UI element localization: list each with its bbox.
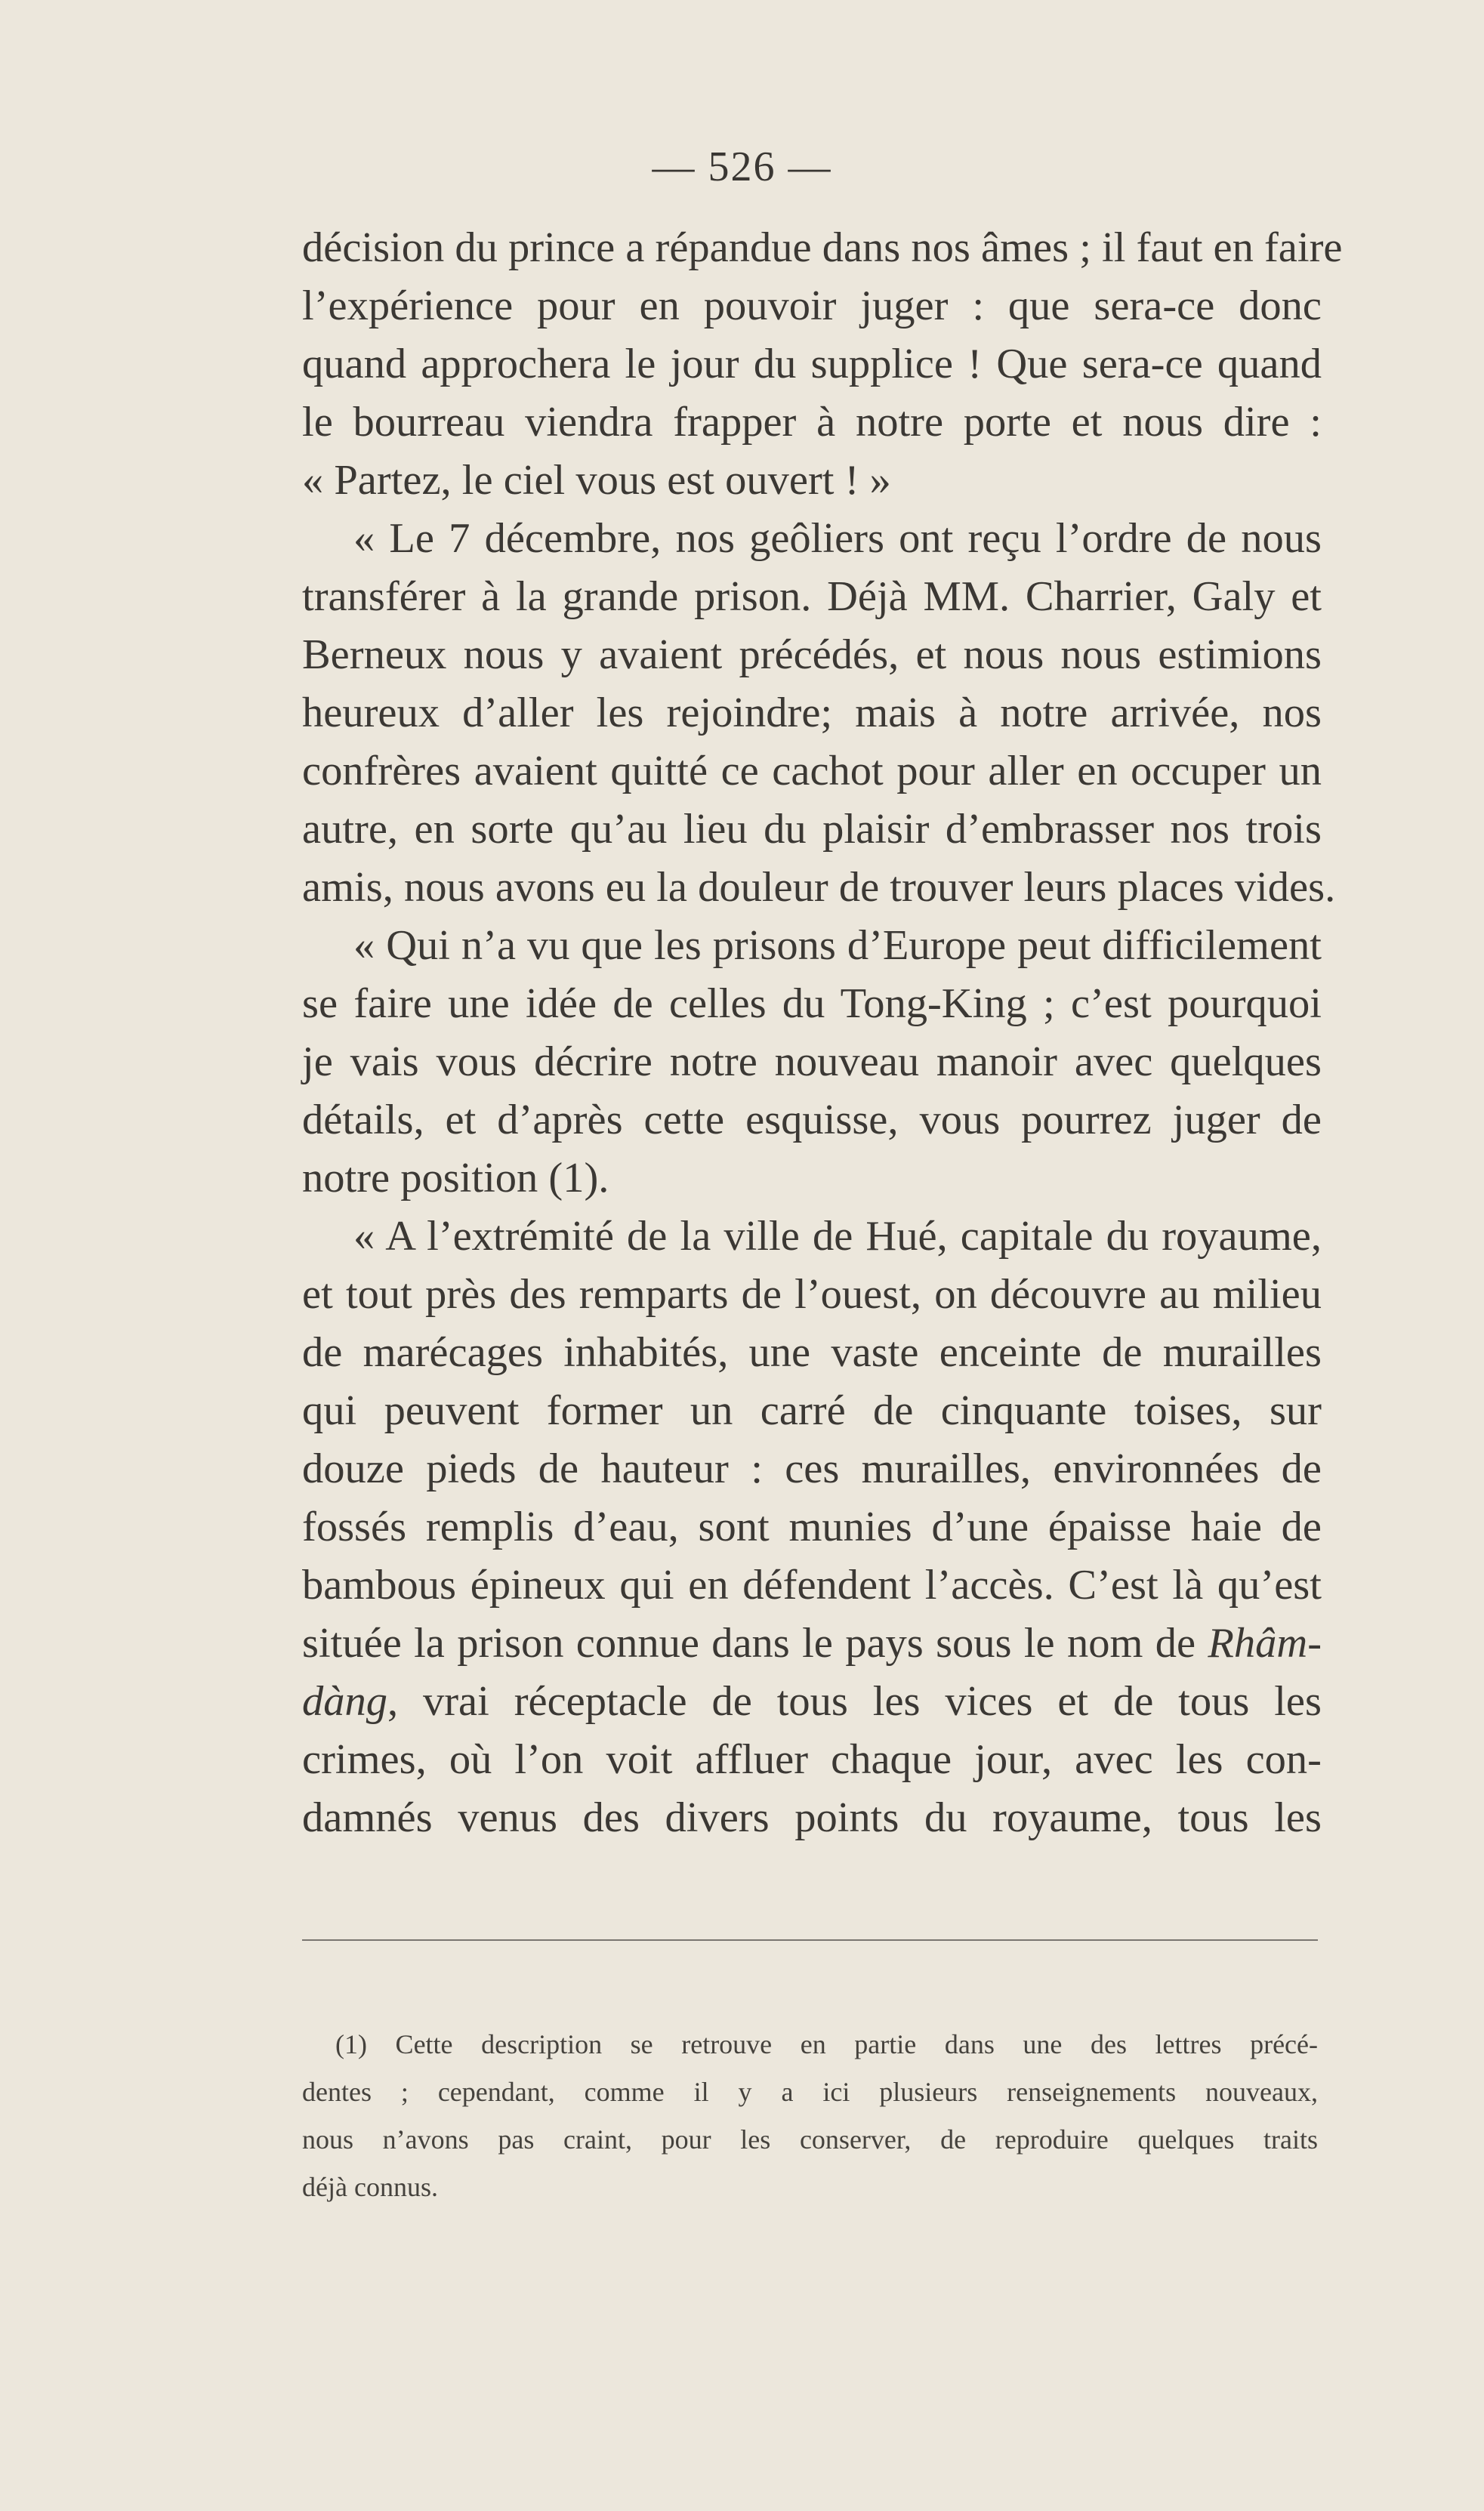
text-line: décision du prince a répandue dans nos âmes ; il faut en faire (302, 224, 1343, 271)
text-line: qui peuvent former un carré de cinquante toises, sur (302, 1387, 1322, 1434)
text-line: autre, en sorte qu’au lieu du plaisir d’embrasser nos trois (302, 806, 1322, 853)
text-line: le bourreau viendra frapper à notre porte et nous dire : (302, 399, 1322, 446)
text-line (302, 1673, 1322, 1731)
text-line: l’expérience pour en pouvoir juger : que sera-ce donc (302, 282, 1322, 329)
text-segment: , vrai réceptacle de tous les vices et de tous les (387, 1678, 1322, 1725)
text-line: amis, nous avons eu la douleur de trouver leurs places vides. (302, 864, 1336, 911)
text-line: « Partez, le ciel vous est ouvert ! » (302, 457, 891, 504)
footnote-line: nous n’avons pas craint, pour les conserver, de reproduire quelques traits (302, 2124, 1318, 2155)
text-line: quand approchera le jour du supplice ! Que sera-ce quand (302, 341, 1322, 387)
text-line: fossés remplis d’eau, sont munies d’une épaisse haie de (302, 1504, 1322, 1550)
page-number: — 526 — (652, 143, 832, 190)
body-text (302, 219, 1343, 1847)
text-line (302, 1615, 1322, 1673)
place-name-rham: Rhâm- (1208, 1620, 1322, 1667)
text-line: crimes, où l’on voit affluer chaque jour, avec les con- (302, 1736, 1322, 1783)
text-line: heureux d’aller les rejoindre; mais à notre arrivée, nos (302, 689, 1322, 736)
text-line: détails, et d’après cette esquisse, vous pourrez juger de (302, 1097, 1322, 1143)
text-line: « Le 7 décembre, nos geôliers ont reçu l’ordre de nous (353, 515, 1322, 562)
text-line: douze pieds de hauteur : ces murailles, environnées de (302, 1445, 1322, 1492)
text-line: confrères avaient quitté ce cachot pour aller en occuper un (302, 748, 1322, 794)
text-line: notre position (1). (302, 1155, 609, 1202)
footnote-line: dentes ; cependant, comme il y a ici plusieurs renseignements nouveaux, (302, 2077, 1318, 2107)
footnote-line: (1) Cette description se retrouve en partie dans une des lettres précé- (335, 2029, 1318, 2059)
footnote-line: déjà connus. (302, 2172, 438, 2202)
text-line: « Qui n’a vu que les prisons d’Europe peut difficilement (353, 922, 1322, 969)
text-line: je vais vous décrire notre nouveau manoir avec quelques (302, 1038, 1322, 1085)
place-name-dang: dàng (302, 1678, 387, 1725)
text-line: damnés venus des divers points du royaume, tous les (302, 1794, 1322, 1841)
text-line: Berneux nous y avaient précédés, et nous nous estimions (302, 631, 1322, 678)
text-line: de marécages inhabités, une vaste enceinte de murailles (302, 1329, 1322, 1376)
footnote (302, 2021, 1318, 2211)
text-line: et tout près des remparts de l’ouest, on découvre au milieu (302, 1271, 1322, 1318)
text-line: « A l’extrémité de la ville de Hué, capitale du royaume, (353, 1213, 1322, 1260)
text-segment: située la prison connue dans le pays sous le nom de (302, 1620, 1196, 1667)
text-line: bambous épineux qui en défendent l’accès. C’est là qu’est (302, 1562, 1322, 1609)
text-line: se faire une idée de celles du Tong-King ; c’est pourquoi (302, 980, 1322, 1027)
footnote-separator (302, 1939, 1318, 1941)
text-line: transférer à la grande prison. Déjà MM. Charrier, Galy et (302, 573, 1322, 620)
